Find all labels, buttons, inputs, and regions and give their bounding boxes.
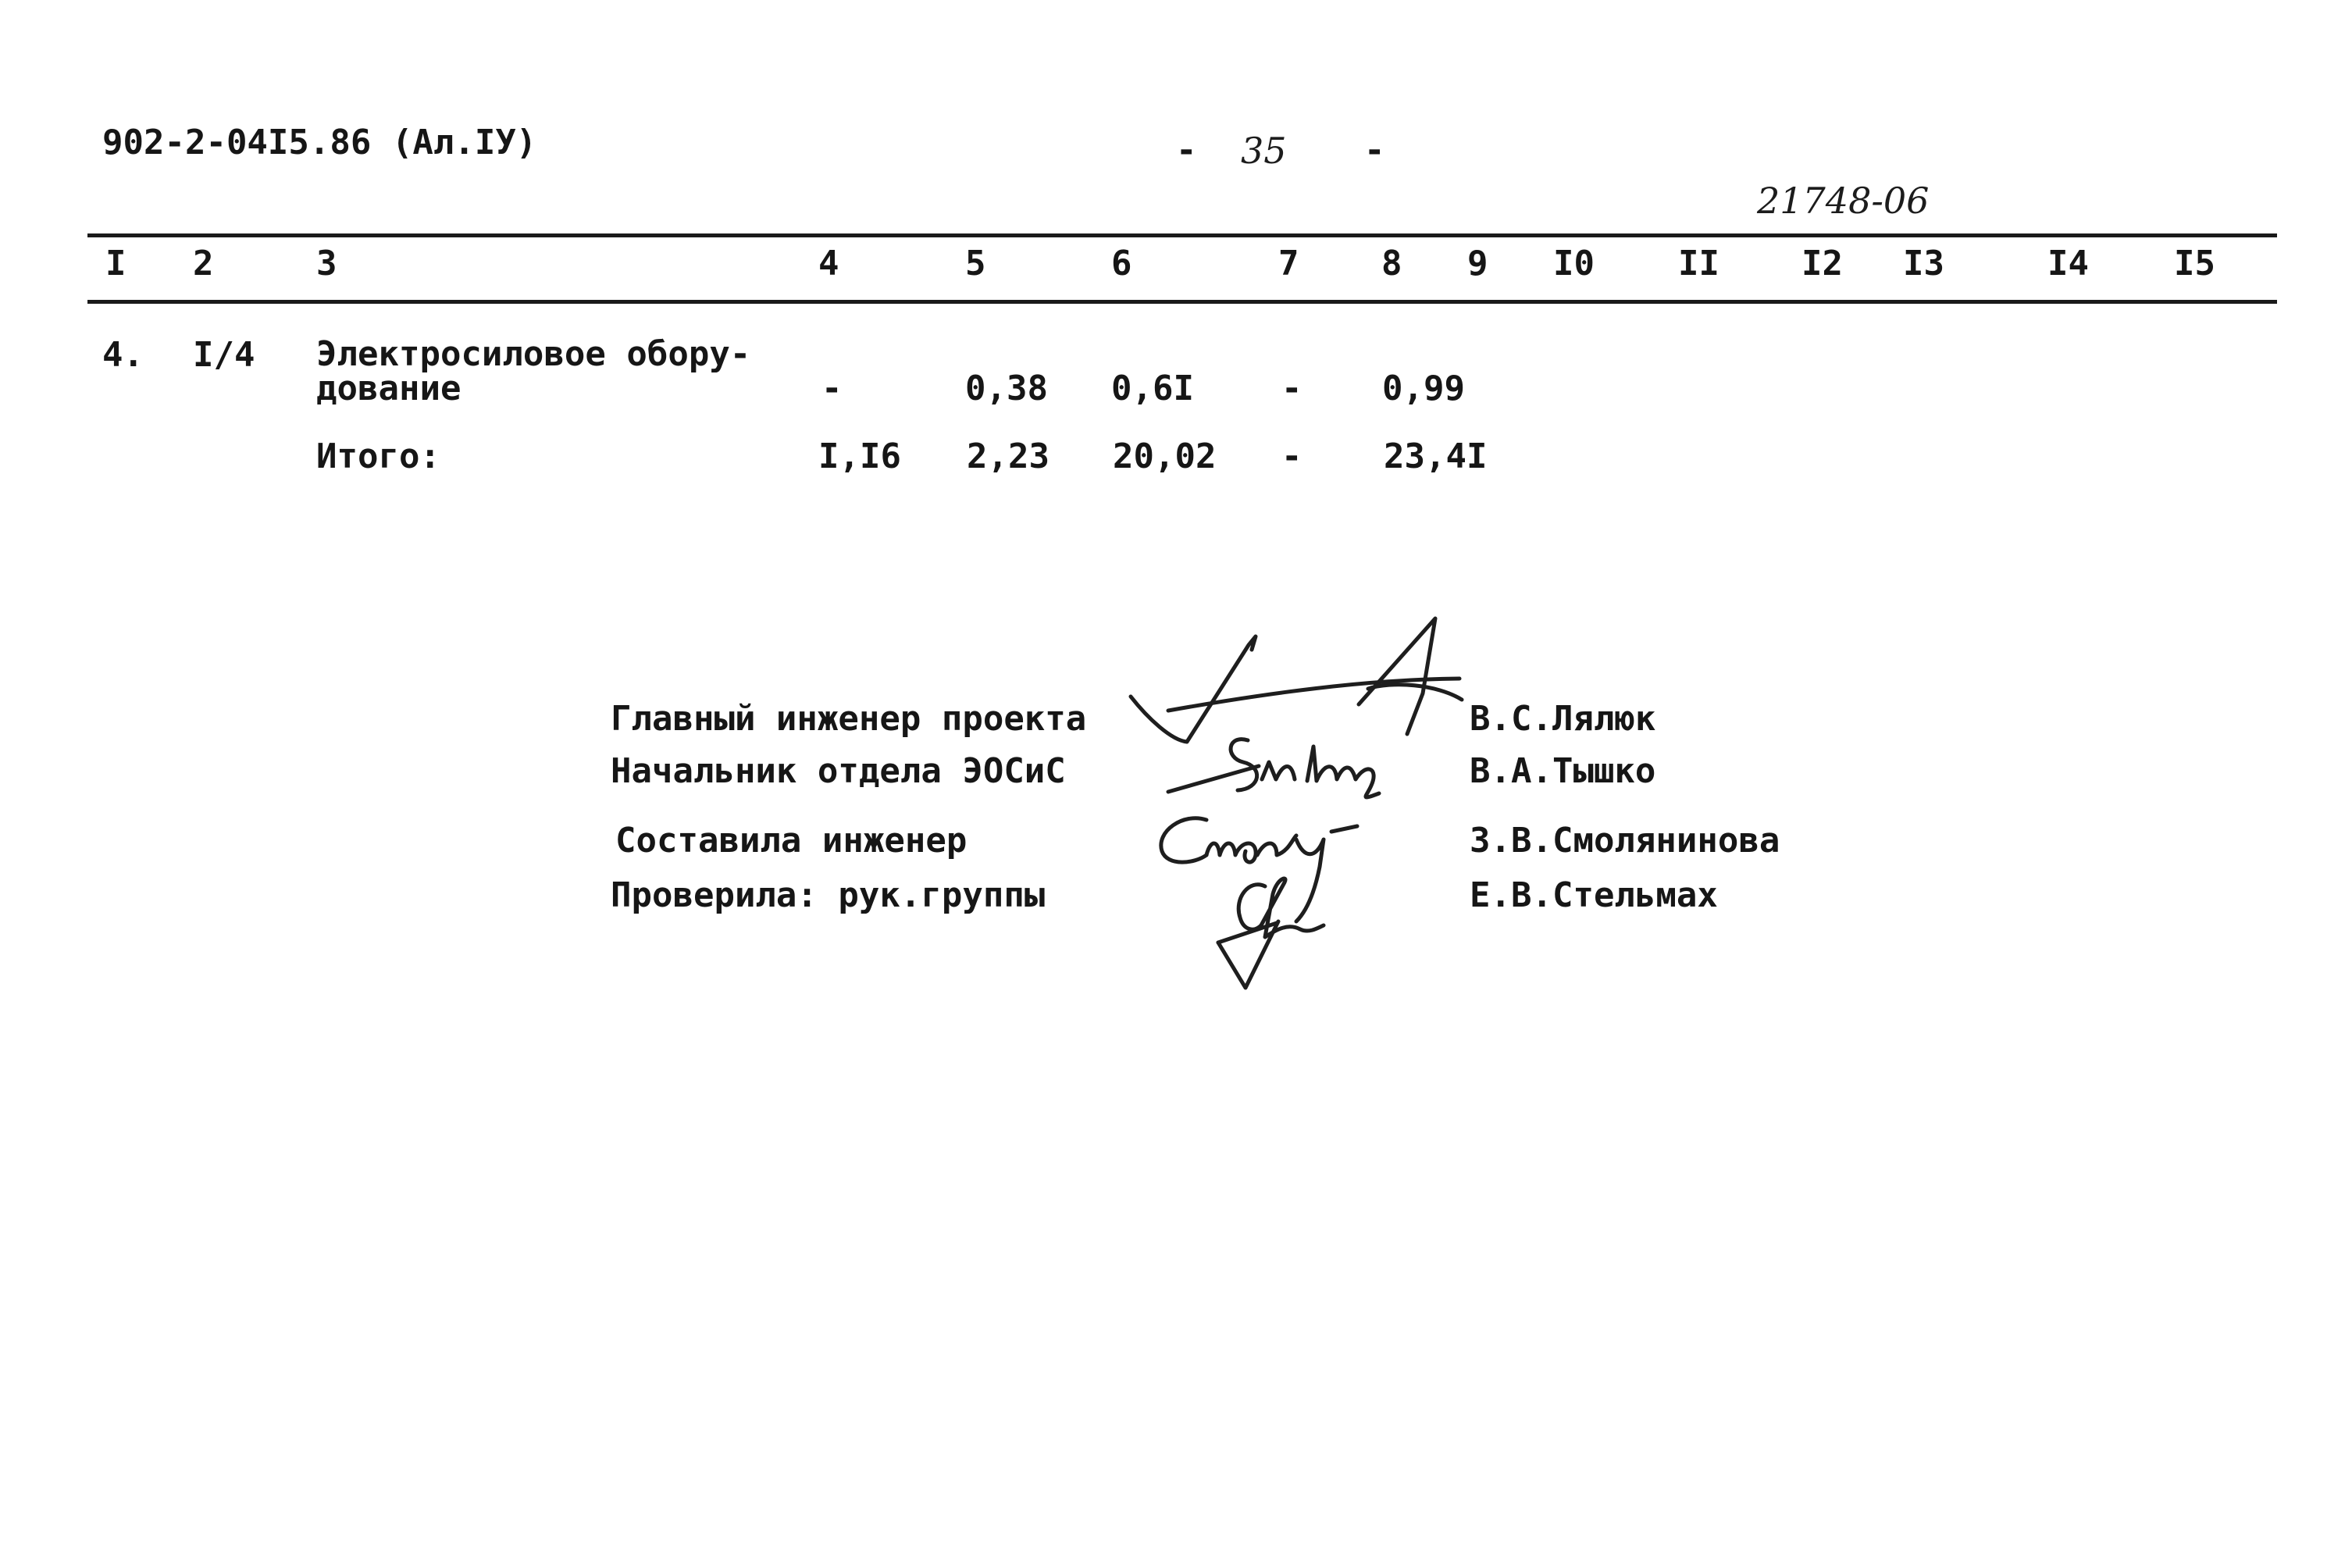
row-name-line2: дование: [316, 369, 461, 408]
signer-name: З.В.Смолянинова: [1470, 821, 1780, 861]
cell-col7: -: [1281, 369, 1303, 408]
signer-role: Главный инженер проекта: [611, 699, 1087, 739]
table-header-bottom-rule: [87, 300, 2277, 304]
signer-name: В.С.Лялюк: [1470, 699, 1656, 739]
total-col5: 2,23: [967, 437, 1049, 476]
column-header: I0: [1553, 244, 1595, 283]
column-header: 8: [1381, 244, 1402, 283]
cell-col4: -: [821, 369, 843, 408]
column-header: 4: [818, 244, 839, 283]
signer-name: В.А.Тышко: [1470, 751, 1656, 791]
column-header: 6: [1111, 244, 1132, 283]
row-number: 4.: [102, 335, 144, 375]
column-header: I4: [2047, 244, 2089, 283]
signer-role: Проверила: рук.группы: [611, 875, 1046, 915]
column-header: 9: [1467, 244, 1488, 283]
document-code: 902-2-04I5.86 (Ал.IУ): [102, 123, 537, 162]
signature-group-head: [1218, 878, 1324, 988]
total-col6: 20,02: [1113, 437, 1217, 476]
column-header: 3: [316, 244, 337, 283]
cell-col8: 0,99: [1382, 369, 1465, 408]
cell-col6: 0,6I: [1111, 369, 1194, 408]
total-col8: 23,4I: [1384, 437, 1488, 476]
column-header: II: [1678, 244, 1719, 283]
page-number: 35: [1241, 130, 1287, 172]
signature-compiler: [1161, 818, 1357, 921]
signer-role: Начальник отдела ЭОСиС: [611, 751, 1066, 791]
column-header: I5: [2174, 244, 2215, 283]
column-header: I: [105, 244, 127, 283]
page-number-right-dash: -: [1364, 130, 1385, 170]
page-number-left-dash: -: [1176, 130, 1197, 170]
total-col7: -: [1281, 437, 1303, 476]
column-header: I3: [1903, 244, 1944, 283]
cell-col5: 0,38: [965, 369, 1048, 408]
signature-department-head: [1168, 739, 1379, 797]
column-header: 5: [965, 244, 986, 283]
total-col4: I,I6: [818, 437, 901, 476]
signer-role: Составила инженер: [615, 821, 968, 861]
column-header: 2: [193, 244, 214, 283]
signature-chief-engineer: [1131, 618, 1462, 742]
column-header: 7: [1278, 244, 1299, 283]
column-header: I2: [1801, 244, 1843, 283]
table-top-rule: [87, 233, 2277, 237]
handwritten-signatures: [1109, 601, 1484, 1007]
inventory-number: 21748-06: [1757, 180, 1930, 222]
row-reference: I/4: [193, 335, 255, 375]
signer-name: Е.В.Стельмах: [1470, 875, 1718, 915]
row-name-line1: Электросиловое обору-: [316, 334, 751, 374]
total-label: Итого:: [316, 437, 440, 476]
